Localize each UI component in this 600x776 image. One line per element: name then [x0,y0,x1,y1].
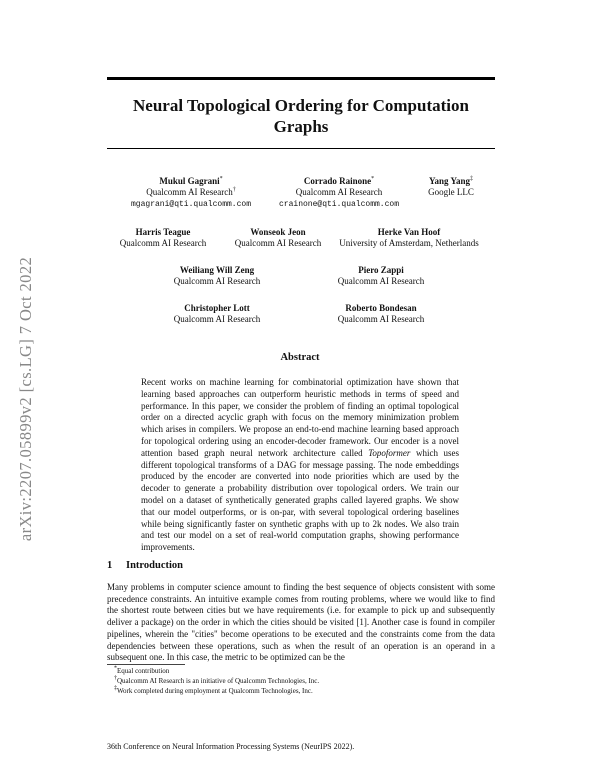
author-block [174,303,260,325]
author-affiliation: Qualcomm AI Research [173,314,261,324]
author-name: Christopher Lott [184,303,250,313]
author-affiliation: Qualcomm AI Research [337,276,425,286]
author-affiliation: Qualcomm AI Research [337,314,425,324]
abstract-text [141,377,459,554]
author-affiliation: Qualcomm AI Research [173,276,261,286]
author-name: Piero Zappi [358,265,404,275]
footnote [114,667,169,676]
title-line-2: Graphs [273,117,329,136]
author-affiliation: Qualcomm AI Research [146,187,233,197]
author-block [339,227,478,249]
affiliation-mark: † [232,187,236,193]
author-email[interactable]: mgagrani@qti.qualcomm.com [130,200,252,209]
author-name: Herke Van Hoof [377,227,441,237]
section-title: Introduction [126,560,183,571]
footnote-text: Work completed during employment at Qualcomm Technologies, Inc. [117,687,313,695]
abstract-heading: Abstract [280,352,320,363]
author-affiliation: University of Amsterdam, Netherlands [339,238,479,248]
footnote [114,687,313,696]
footnote-text: Equal contribution [117,667,170,675]
author-name: Wonseok Jeon [250,227,306,237]
author-affiliation: Google LLC [428,187,474,197]
footnote-mark: † [114,675,117,682]
title-bottom-rule [107,148,495,149]
footnote-mark: ‡ [114,685,117,692]
footnote [114,677,319,686]
author-affiliation: Qualcomm AI Research [295,187,383,197]
arxiv-identifier-stamp: arXiv:2207.05899v2 [cs.LG] 7 Oct 2022 [16,256,35,542]
author-block [235,227,321,249]
author-affiliation: Qualcomm AI Research [234,238,322,248]
conference-note: 36th Conference on Neural Information Processing Systems (NeurIPS 2022). [107,742,355,751]
author-name: Weiliang Will Zeng [179,265,255,275]
footnote-text: Qualcomm AI Research is an initiative of Qualcomm Technologies, Inc. [117,677,320,685]
author-mark: * [219,176,223,182]
author-name: Corrado Rainone [303,176,372,186]
author-block [428,176,474,198]
author-block [338,265,424,287]
abstract-part-2: which uses different topological transforms of a DAG for message passing. The node embeddings produced by the encoder are converted into node priorities which are used by the decoder to generate a probability distribution over topological orders. We train our model on a dataset of synthetically generated graphs called layered graphs. We show that our model outperforms, or is on-par, with several topological ordering baselines while being significantly faster on synthetic graphs with up to 2k nodes. We also train and test our model on a set of real-world computation graphs, showing performance improvements. [141,447,459,553]
title-line-1: Neural Topological Ordering for Computation [133,96,469,115]
author-block [338,303,424,325]
abstract-model-name: Topoformer [368,447,411,458]
author-mark: ‡ [469,176,473,182]
paper-title [107,95,495,137]
footnote-mark: * [114,665,117,672]
author-block [279,176,399,210]
author-name: Harris Teague [135,227,191,237]
author-mark: * [371,176,375,182]
author-email[interactable]: crainone@qti.qualcomm.com [278,200,400,209]
author-block [174,265,260,287]
author-block [120,227,206,249]
introduction-text: Many problems in computer science amount to finding the best sequence of objects consistent with some precedence constraints. An intuitive example comes from routing problems, where we would like to find the shortest route between cities but we have requirements (i.e. for example to pick up and subsequently deliver a package) on the order in which the cities should be visited [1]. Another case is found in compiler pipelines, wherein the "cities" become operations to be executed and the constraints come from the data dependencies between these operations, such as when the result of an operation is an operand in a subsequent one. In this case, the metric to be optimized can be the [107,582,495,663]
section-number: 1 [107,560,113,571]
author-block [131,176,251,210]
author-name: Mukul Gagrani [159,176,220,186]
author-affiliation: Qualcomm AI Research [119,238,207,248]
abstract-part-1: Recent works on machine learning for combinatorial optimization have shown that learning based approaches can outperform heuristic methods in terms of speed and performance. In this paper, we consider the problem of finding an optimal topological order on a directed acyclic graph with focus on the memory minimization problem which arises in compilers. We propose an end-to-end machine learning based approach for topological ordering using an encoder-decoder framework. Our encoder is a novel attention based graph neural network architecture called [141,377,459,458]
section-heading [107,560,183,571]
footnote-rule [107,664,185,665]
author-name: Yang Yang [429,176,470,186]
author-name: Roberto Bondesan [345,303,417,313]
title-top-rule [107,77,495,80]
